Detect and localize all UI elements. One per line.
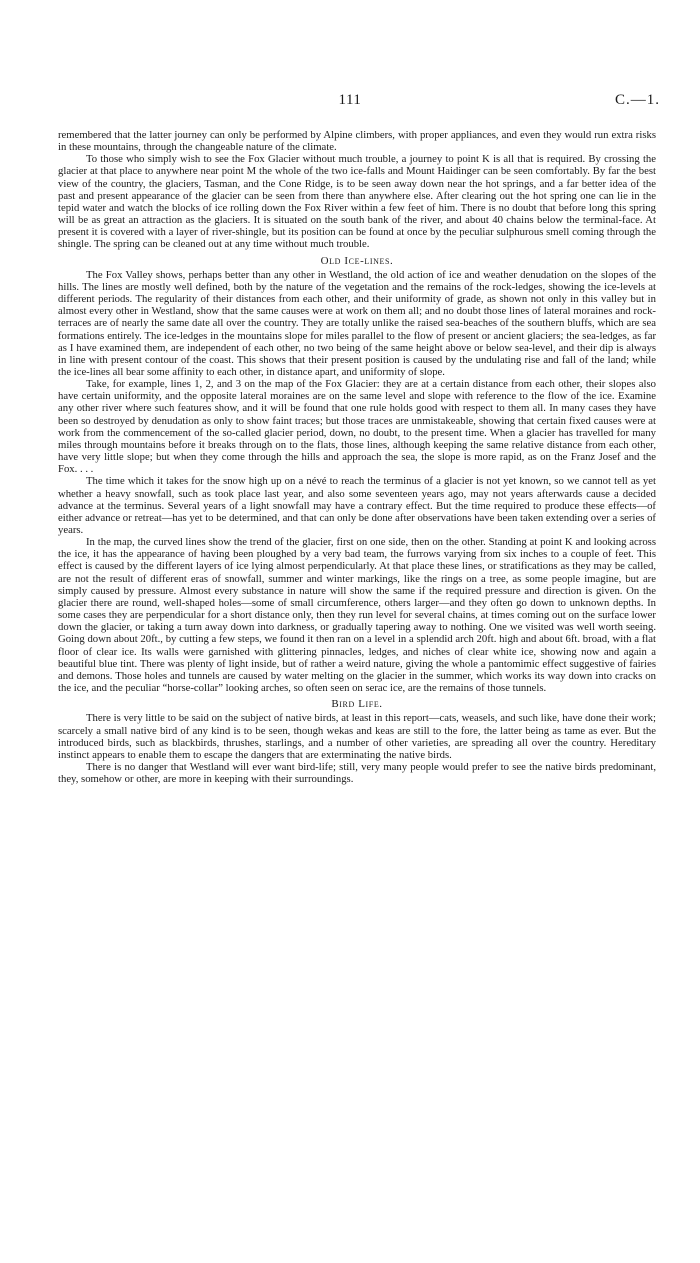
- paragraph-snow-time: The time which it takes for the snow high up on a névé to reach the terminus of a glacier is not yet known, so we cannot tell as yet whether a heavy snowfall, such as took place last year, and also some seventeen years ago, may not years afterwards cause a decided advance at the terminus. Several years of a light snowfall may have a contrary effect. But the time required to produce these effects—of either advance or retreat—has yet to be determined, and that can only be done after observations have been taken extending over a series of years.: [58, 475, 656, 536]
- page-number: 111: [338, 92, 362, 108]
- paragraph-fox-glacier-journey: To those who simply wish to see the Fox Glacier without much trouble, a journey to point K is all that is required. By crossing the glacier at that place to anywhere near point M the whole of the two ice-falls and Mount Haidinger can be seen comfortably. By far the best view of the country, the glaciers, Tasman, and the Cone Ridge, is to be seen away down near the hot springs, and a far better idea of the past and present appearance of the glacier can be seen from there than anywhere else. After clearing out the hot spring one can lie in the tepid water and watch the blocks of ice rolling down the Fox River within a few feet of him. There is no doubt that before long this spring will be as great an attraction as the glaciers. It is situated on the south bank of the river, and about 40 chains below the terminal-face. At present it is covered with a layer of river-shingle, but its position can be found at once by the peculiar sulphurous smell coming through the shingle. The spring can be cleaned out at any time without much trouble.: [58, 153, 656, 251]
- paragraph-curved-lines: In the map, the curved lines show the trend of the glacier, first on one side, then on the other. Standing at point K and looking across the ice, it has the appearance of having been ploughed by a very bad team, the furrows varying from six inches to a couple of feet. This effect is caused by the different layers of ice lying almost perpendicularly. At that place these lines, or stratifications as they may be called, are not the result of different eras of snowfall, summer and winter markings, like the rings on a tree, as some people imagine, but are simply caused by pressure. Almost every substance in nature will show the same if the required pressure and direction is given. On the glacier there are round, well-shaped holes—some of small circumference, others larger—and they often go down to unknown depths. In some cases they are perpendicular for a short distance only, then they run level for several chains, at times coming out on the surface lower down the glacier, or taking a turn away down into darkness, or gradually tapering away to nothing. One we visited was well worth seeing. Going down about 20ft., by cutting a few steps, we found it then ran on a level in a splendid arch 20ft. high and about 6ft. broad, with a flat floor of clear ice. Its walls were garnished with glittering pinnacles, ledges, and niches of clear white ice, showing now and again a beautiful blue tint. There was plenty of light inside, but of rather a weird nature, giving the whole a pantomimic effect suggestive of fairies and demons. Those holes and tunnels are caused by water melting on the glacier in the summer, which works its way down into cracks on the ice, and the peculiar “horse-collar” looking arches, so often seen on serac ice, are the remains of those tunnels.: [58, 536, 656, 695]
- paragraph-native-birds: There is very little to be said on the subject of native birds, at least in this report—cats, weasels, and such like, have done their work; scarcely a small native bird of any kind is to be seen, though wekas and keas are still to the fore, the latter being as tame as ever. But the introduced birds, such as blackbirds, thrushes, starlings, and a number of other varieties, are spreading all over the country. Hereditary instinct appears to enable them to escape the dangers that are exterminating the native birds.: [58, 712, 656, 761]
- section-heading-bird-life: Bird Life.: [331, 698, 383, 711]
- paragraph-continued: remembered that the latter journey can only be performed by Alpine climbers, with proper appliances, and even they would run extra risks in these mountains, through the changeable nature of the climate.: [58, 129, 656, 154]
- paragraph-bird-life-danger: There is no danger that Westland will ever want bird-life; still, very many people would prefer to see the native birds predominant, they, somehow or other, are more in keeping with their surroundings.: [58, 760, 656, 786]
- report-code: C.—1.: [614, 92, 660, 108]
- section-heading-old-ice-lines: Old Ice-lines.: [320, 254, 394, 267]
- paragraph-lines-example: Take, for example, lines 1, 2, and 3 on the map of the Fox Glacier: they are at a certain distance from each other, their slopes also have certain uniformity, and the opposite lateral moraines are on the same level and slope with reference to the flow of the ice. Examine any other river where such features show, and it will be found that one rule holds good with respect to them all. In many cases they have been so destroyed by denudation as only to show faint traces; but those traces are unmistakeable, showing that certain fixed causes were at work from the commencement of the so-called glacier period, down, no doubt, to the present time. When a glacier has travelled for many miles through mountains before it breaks through on to the flats, those lines, although keeping the same relative distance from each other, have very little slope; but when they come through the hills and approach the sea, the slope is more rapid, as on the Franz Josef and the Fox. . . .: [58, 378, 656, 476]
- document-body: [58, 129, 656, 785]
- paragraph-fox-valley: The Fox Valley shows, perhaps better than any other in Westland, the old action of ice and weather denudation on the slopes of the hills. The lines are mostly well defined, both by the nature of the vegetation and the remains of the rock-ledges, showing the ice-levels at different periods. The regularity of their distances from each other, and their uniformity of grade, as shown not only in this valley but in almost every other in Westland, show that the same causes were at work on them all; and no doubt those lines of lateral moraines and rock-terraces are of nearly the same date all over the country. They are totally unlike the raised sea-beaches of the southern bluffs, which are sea formations entirely. The ice-ledges in the mountains slope for miles parallel to the flow of present or ancient glaciers; the sea-ledges, as far as I have examined them, are independent of each other, no two being of the same height above or below sea-level, and their dip is always in line with present contour of the coast. This shows that their present position is caused by the undulating rise and fall of the land; while the ice-lines all bear some affinity to each other, in distance apart, and uniformity of slope.: [58, 268, 656, 378]
